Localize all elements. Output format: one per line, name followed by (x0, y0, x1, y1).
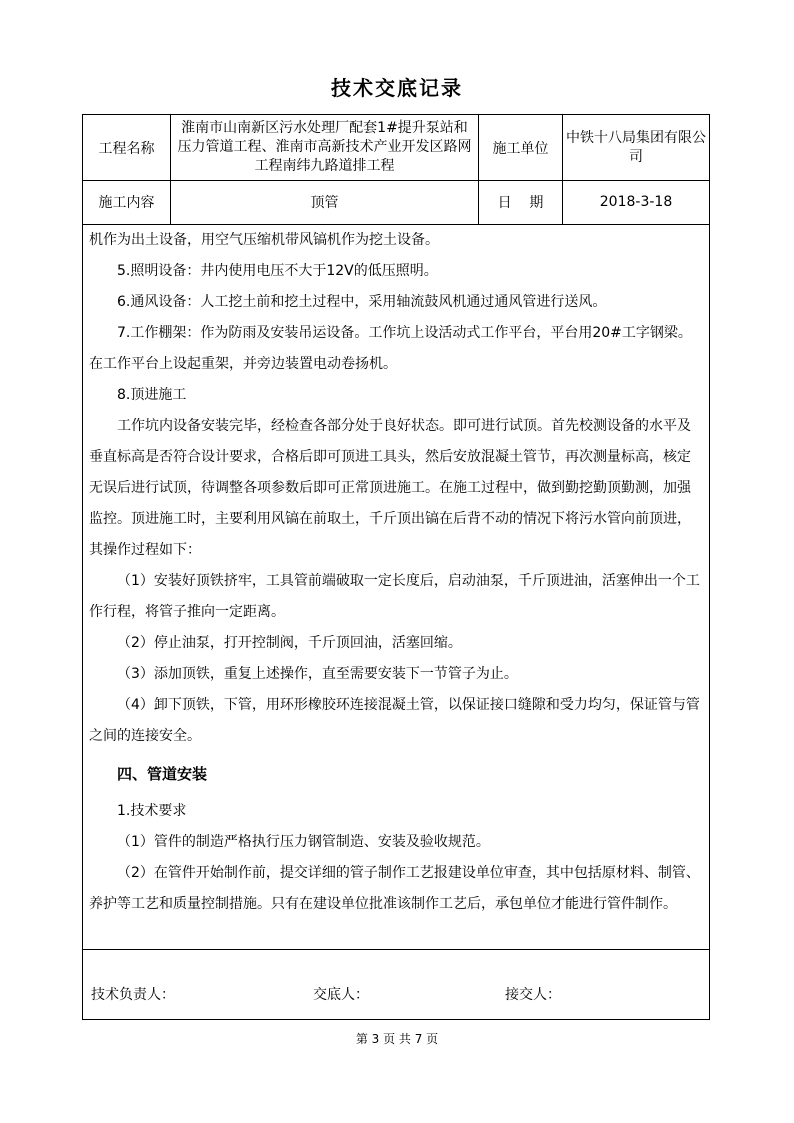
briefing-body (83, 225, 709, 920)
paragraph: （1）安装好顶铁挤牢，工具管前端破取一定长度后，启动油泵，千斤顶进油，活塞伸出一个工作行程，将管子推向一定距离。 (89, 573, 700, 620)
date-value: 2018-3-18 (599, 193, 673, 210)
paragraph: （4）卸下顶铁，下管，用环形橡胶环连接混凝土管，以保证接口缝隙和受力均匀，保证管与管之间的连接安全。 (89, 697, 700, 744)
paragraph: （3）添加顶铁，重复上述操作，直至需要安装下一节管子为止。 (117, 666, 518, 682)
section-heading: 四、管道安装 (117, 765, 208, 783)
paragraph: 机作为出土设备，用空气压缩机带风镐机作为挖土设备。 (89, 232, 439, 248)
briefer-signature-label: 交底人： (313, 987, 369, 1003)
content-value: 顶管 (171, 180, 479, 224)
project-label: 工程名称 (83, 115, 171, 180)
signature-row (83, 949, 709, 1020)
header-row-project (83, 115, 709, 181)
receiver-signature-label: 接交人： (505, 987, 561, 1003)
date-label: 日 期 (479, 180, 563, 224)
document-title: 技术交底记录 (331, 76, 463, 100)
paragraph: 工作坑内设备安装完毕，经检查各部分处于良好状态。即可进行试顶。首先校测设备的水平及垂直标高是否符合设计要求，合格后即可顶进工具头，然后安放混凝土管节，再次测量标高，核定无误后进行试顶，待调整各项参数后即可正常顶进施工。在施工过程中，做到勤挖勤顶勤测，加强监控。顶进施工时，主要利用风镐在前取土，千斤顶出镐在后背不动的情况下将污水管向前顶进，其操作过程如下： (89, 418, 691, 558)
paragraph: 6.通风设备：人工挖土前和挖土过程中，采用轴流鼓风机通过通风管进行送风。 (117, 294, 607, 310)
paragraph: （2）停止油泵，打开控制阀，千斤顶回油，活塞回缩。 (117, 635, 462, 651)
paragraph: 1.技术要求 (117, 803, 187, 819)
project-name: 淮南市山南新区污水处理厂配套1#提升泵站和压力管道工程、淮南市高新技术产业开发区路网工程南纬九路道排工程 (171, 115, 479, 180)
paragraph: 8.顶进施工 (117, 387, 187, 403)
paragraph: （1）管件的制造严格执行压力钢管制造、安装及验收规范。 (117, 834, 490, 850)
tech-lead-signature-label: 技术负责人： (91, 987, 175, 1003)
content-label: 施工内容 (83, 180, 171, 224)
unit-name: 中铁十八局集团有限公司 (566, 129, 706, 165)
paragraph: （2）在管件开始制作前，提交详细的管子制作工艺报建设单位审查，其中包括原材料、制管、养护等工艺和质量控制措施。只有在建设单位批准该制作工艺后，承包单位才能进行管件制作。 (89, 865, 700, 912)
unit-label: 施工单位 (479, 115, 563, 180)
record-table (82, 114, 710, 1020)
paragraph: 7.工作棚架：作为防雨及安装吊运设备。工作坑上设活动式工作平台，平台用20#工字钢梁。在工作平台上设起重架，并旁边装置电动卷扬机。 (89, 325, 692, 372)
paragraph: 5.照明设备：井内使用电压不大于12V的低压照明。 (117, 263, 438, 279)
page-number: 第 3 页 共 7 页 (355, 1032, 439, 1046)
header-row-content (83, 180, 709, 225)
